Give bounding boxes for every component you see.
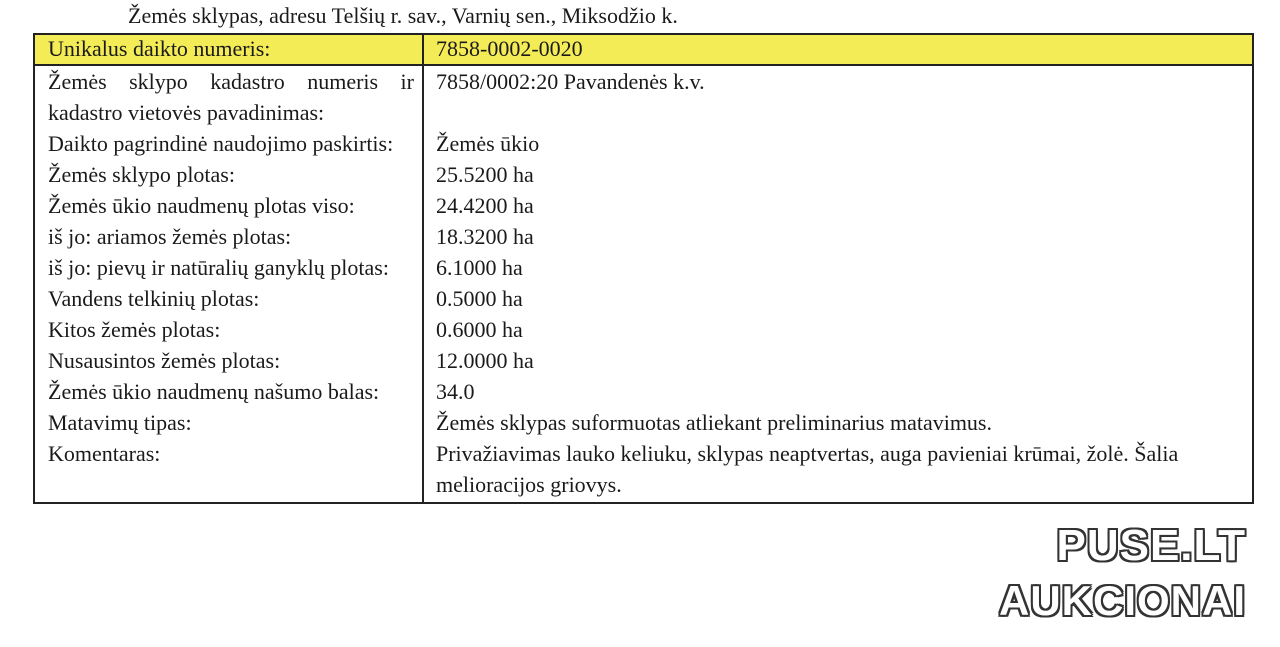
row-value: 34.0 (423, 376, 1253, 407)
row-label: Nusausintos žemės plotas: (34, 345, 423, 376)
unique-number-value: 7858-0002-0020 (423, 34, 1253, 65)
row-label: Daikto pagrindinė naudojimo paskirtis: (34, 128, 423, 159)
row-value: Žemės ūkio (423, 128, 1253, 159)
row-label: Žemės ūkio naudmenų našumo balas: (34, 376, 423, 407)
row-value: 0.6000 ha (423, 314, 1253, 345)
row-label: Matavimų tipas: (34, 407, 423, 438)
table-row (34, 190, 1253, 221)
row-label: Kitos žemės plotas: (34, 314, 423, 345)
watermark-line-1: PUSE.LT (1056, 521, 1246, 570)
row-label: iš jo: ariamos žemės plotas: (34, 221, 423, 252)
row-value: Privažiavimas lauko keliuku, sklypas neaptvertas, auga pavieniai krūmai, žolė. Šalia melioracijos griovys. (423, 438, 1253, 503)
row-label: Žemės sklypo kadastro numeris ir kadastro vietovės pavadinimas: (34, 65, 423, 128)
land-plot-table (33, 33, 1254, 504)
watermark-line-2: AUKCIONAI (999, 577, 1246, 624)
table-row (34, 407, 1253, 438)
table-row (34, 345, 1253, 376)
row-value: 18.3200 ha (423, 221, 1253, 252)
table-header-row (34, 34, 1253, 65)
table-row (34, 314, 1253, 345)
table-row (34, 65, 1253, 128)
table-row (34, 159, 1253, 190)
table-row (34, 438, 1253, 503)
table-row (34, 128, 1253, 159)
row-value: 25.5200 ha (423, 159, 1253, 190)
row-label: Žemės ūkio naudmenų plotas viso: (34, 190, 423, 221)
row-label: Komentaras: (34, 438, 423, 503)
row-value: 6.1000 ha (423, 252, 1253, 283)
table-row (34, 283, 1253, 314)
row-label: Žemės sklypo plotas: (34, 159, 423, 190)
row-value: 7858/0002:20 Pavandenės k.v. (423, 65, 1253, 128)
row-label: Vandens telkinių plotas: (34, 283, 423, 314)
unique-number-label: Unikalus daikto numeris: (34, 34, 423, 65)
row-value: 12.0000 ha (423, 345, 1253, 376)
table-row (34, 376, 1253, 407)
row-value: 24.4200 ha (423, 190, 1253, 221)
row-label: iš jo: pievų ir natūralių ganyklų plotas: (34, 252, 423, 283)
row-value: Žemės sklypas suformuotas atliekant preliminarius matavimus. (423, 407, 1253, 438)
table-row (34, 252, 1253, 283)
document-heading: Žemės sklypas, adresu Telšių r. sav., Varnių sen., Miksodžio k. (128, 3, 678, 28)
row-value: 0.5000 ha (423, 283, 1253, 314)
table-row (34, 221, 1253, 252)
